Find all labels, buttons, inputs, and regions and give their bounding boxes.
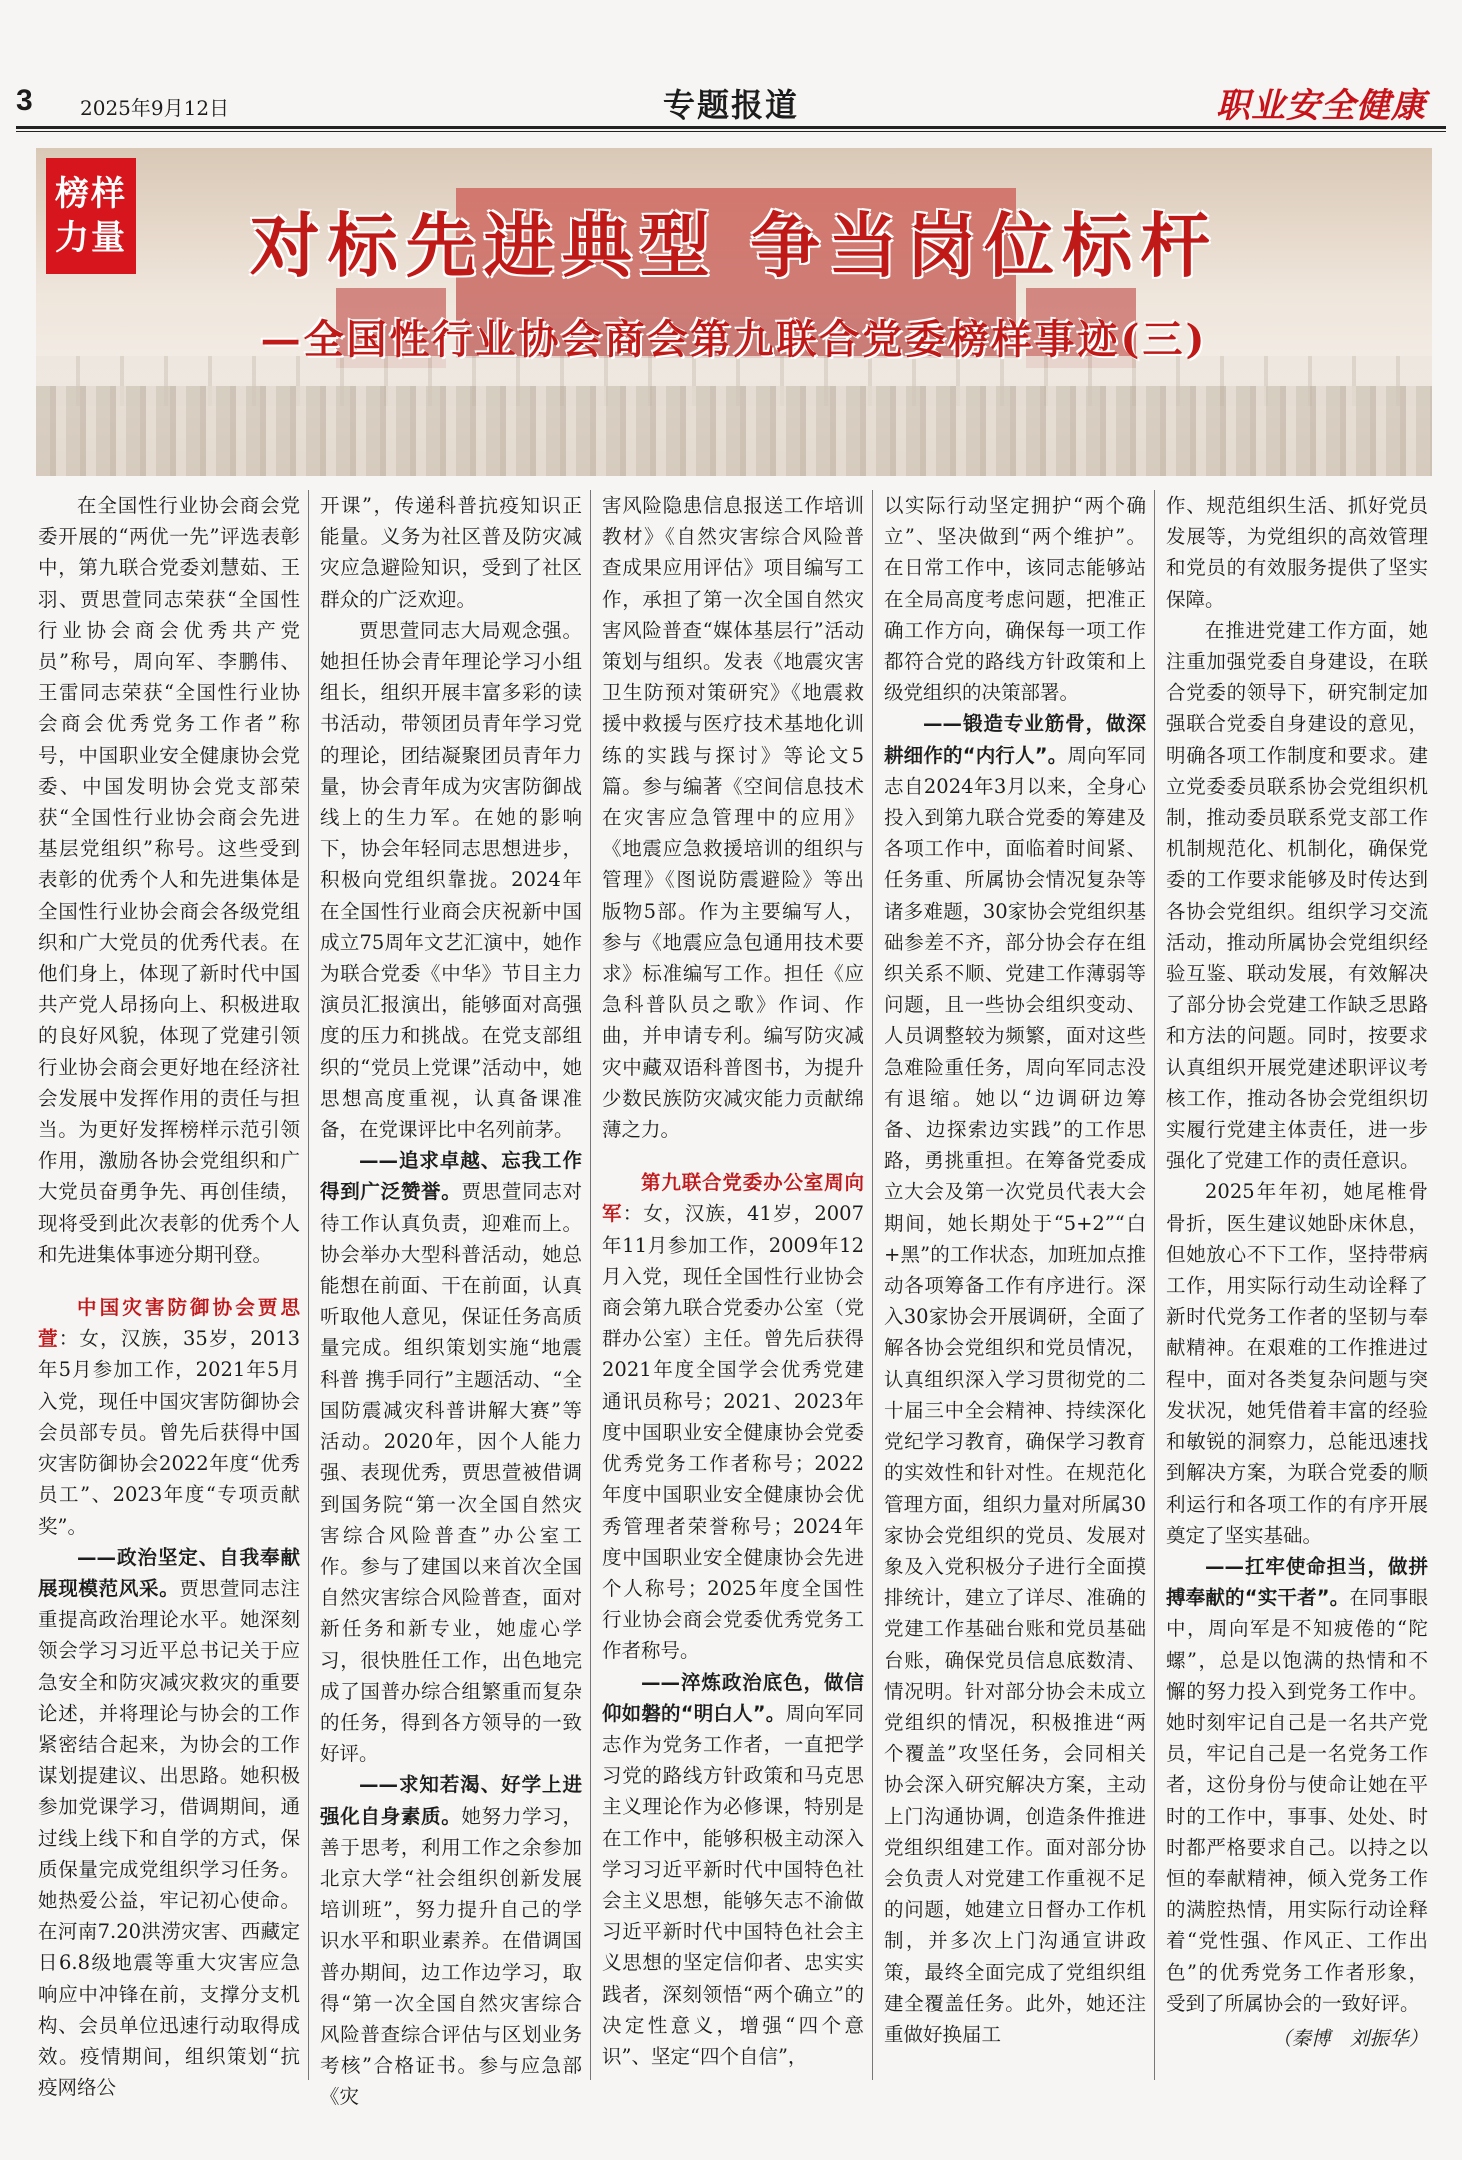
body-paragraph <box>1166 1551 1428 2019</box>
paragraph-text: 贾思萱同志注重提高政治理论水平。她深刻领会学习习近平总书记关于应急安全和防灾减灾救灾的重要论述，并将理论与协会的工作紧密结合起来，为协会的工作谋划提建议、出思路。她积极参加党课学习，借调期间，通过线上线下和自学的方式，保质保量完成党组织学习任务。她热爱公益，牢记初心使命。在河南7.20洪涝灾害、西藏定日6.8级地震等重大灾害应急响应中冲锋在前，支撑分支机构、会员单位迅速行动取得成效。疫情期间，组织策划“抗疫网络公 <box>38 1576 300 2100</box>
person-name: 中国灾害防御协会贾思萱 <box>38 1296 300 1351</box>
body-paragraph <box>38 1542 300 2104</box>
column-divider <box>590 490 591 2080</box>
person-name: 第九联合党委办公室周向军 <box>602 1171 864 1226</box>
body-paragraph: 2025年年初，她尾椎骨骨折，医生建议她卧床休息，但她放心不下工作，坚持带病工作，用实际行动生动诠释了新时代党务工作者的坚韧与奉献精神。在艰难的工作推进过程中，面对各类复杂问题与突发状况，她凭借着丰富的经验和敏锐的洞察力，总能迅速找到解决方案，为联合党委的顺利运行和各项工作的有序开展奠定了坚实基础。 <box>1166 1180 1428 1547</box>
feature-banner <box>36 148 1432 476</box>
author-signature: （秦博 刘振华） <box>1271 2026 1428 2050</box>
article-body <box>38 490 1430 2109</box>
body-paragraph <box>602 1667 864 2073</box>
paragraph-text: 她努力学习，善于思考，利用工作之余参加北京大学“社会组织创新发展培训班”，努力提升自己的学识水平和职业素养。在借调国普办期间，边工作边学习，取得“第一次全国自然灾害综合风险普查综合评估与区划业务考核”合格证书。参与应急部《灾 <box>320 1804 582 2109</box>
intro-paragraph: 在全国性行业协会商会党委开展的“两优一先”评选表彰中，第九联合党委刘慧茹、王羽、贾思萱同志荣获“全国性行业协会商会优秀共产党员”称号，周向军、李鹏伟、王雷同志荣获“全国性行业协会商会优秀党务工作者”称号，中国职业安全健康协会党委、中国发明协会党支部荣获“全国性行业协会商会先进基层党组织”称号。这些受到表彰的优秀个人和先进集体是全国性行业协会商会各级党组织和广大党员的优秀代表。在他们身上，体现了新时代中国共产党人昂扬向上、积极进取的良好风貌，体现了党建引领行业协会商会更好地在经济社会发展中发挥作用的责任与担当。为更好发挥榜样示范引领作用，激励各协会党组织和广大党员奋勇争先、再创佳绩，现将受到此次表彰的优秀个人和先进集体事迹分期刊登。 <box>38 494 300 1266</box>
profile-paragraph <box>38 1292 300 1542</box>
badge-line2: 力量 <box>55 218 127 258</box>
header-rule <box>16 126 1446 129</box>
section-heading: ——淬炼政治底色，做信仰如磐的“明白人”。 <box>602 1670 864 1725</box>
article-column-1 <box>38 490 300 2100</box>
section-heading: ——政治坚定、自我奉献展现模范风采。 <box>38 1545 300 1600</box>
continued-paragraph: 开课”，传递科普抗疫知识正能量。义务为社区普及防灾减灾应急避险知识，受到了社区群众的广泛欢迎。 <box>320 494 582 611</box>
body-paragraph <box>320 1145 582 1769</box>
badge-line1: 榜样 <box>55 174 127 214</box>
newspaper-logo: 职业安全健康 <box>1216 86 1426 126</box>
article-column-3 <box>602 490 864 2080</box>
article-column-4 <box>884 490 1146 2080</box>
column-divider <box>308 490 309 2080</box>
page-number: 3 <box>16 84 33 117</box>
article-column-5 <box>1166 490 1428 2080</box>
continued-paragraph: 作、规范组织生活、抓好党员发展等，为党组织的高效管理和党员的有效服务提供了坚实保障。 <box>1166 494 1428 611</box>
section-heading: ——求知若渴、好学上进强化自身素质。 <box>320 1773 582 1828</box>
paragraph-text: 周向军同志作为党务工作者，一直把学习党的路线方针政策和马克思主义理论作为必修课，特别是在工作中，能够积极主动深入学习习近平新时代中国特色社会主义思想，能够矢志不渝做习近平新时代中国特色社会主义思想的坚定信仰者、忠实实践者，深刻领悟“两个确立”的决定性意义，增强“四个意识”、坚定“四个自信”， <box>602 1701 864 2068</box>
article-column-2 <box>320 490 582 2109</box>
body-paragraph: 贾思萱同志大局观念强。她担任协会青年理论学习小组组长，组织开展丰富多彩的读书活动，带领团员青年学习党的理论，团结凝聚团员青年力量，协会青年成为灾害防御战线上的生力军。在她的影响下，协会年轻同志思想进步，积极向党组织靠拢。2024年在全国性行业商会庆祝新中国成立75周年文艺汇演中，她作为联合党委《中华》节目主力演员汇报演出，能够面对高强度的压力和挑战。在党支部组织的“党员上党课”活动中，她思想高度重视，认真备课准备，在党课评比中名列前茅。 <box>320 618 582 1142</box>
continued-paragraph: 以实际行动坚定拥护“两个确立”、坚决做到“两个维护”。在日常工作中，该同志能够站在全局高度考虑问题，把准正确工作方向，确保每一项工作都符合党的路线方针政策和上级党组织的决策部署。 <box>884 494 1146 705</box>
profile-paragraph <box>602 1167 864 1666</box>
column-divider <box>872 490 873 2080</box>
body-paragraph: 在推进党建工作方面，她注重加强党委自身建设，在联合党委的领导下，研究制定加强联合党委自身建设的意见，明确各项工作制度和要求。建立党委委员联系协会党组织机制，推动委员联系党支部工作机制规范化、机制化，确保党委的工作要求能够及时传达到各协会党组织。组织学习交流活动，推动所属协会党组织经验互鉴、联动发展，有效解决了部分协会党建工作缺乏思路和方法的问题。同时，按要求认真组织开展党建述职评议考核工作，推动各协会党组织切实履行党建主体责任，进一步强化了党建工作的责任意识。 <box>1166 618 1428 1173</box>
column-divider <box>1154 490 1155 2080</box>
banner-photo-audience <box>36 386 1432 476</box>
body-paragraph <box>884 708 1146 2050</box>
section-heading: ——扛牢使命担当，做拼搏奉献的“实干者”。 <box>1166 1554 1428 1610</box>
paragraph-text: 周向军同志自2024年3月以来，全身心投入到第九联合党委的筹建及各项工作中，面临着时间紧、任务重、所属协会情况复杂等诸多难题，30家协会党组织基础参差不齐，部分协会存在组织关系不顺、党建工作薄弱等问题，且一些协会组织变动、人员调整较为频繁，面对这些急难险重任务，周向军同志没有退缩。她以“边调研边筹备、边探索边实践”的工作思路，勇挑重担。在筹备党委成立大会及第一次党员代表大会期间，她长期处于“5+2”“白+黑”的工作状态，加班加点推动各项筹备工作有序进行。深入30家协会开展调研，全面了解各协会党组织和党员情况，认真组织深入学习贯彻党的二十届三中全会精神、持续深化党纪学习教育，确保学习教育的实效性和针对性。在规范化管理方面，组织力量对所属30家协会党组织的党员、发展对象及入党积极分子进行全面摸排统计，建立了详尽、准确的党建工作基础台账和党员基础台账，确保党员信息底数清、情况明。针对部分协会未成立党组织的情况，积极推进“两个覆盖”攻坚任务，会同相关协会深入研究解决方案，主动上门沟通协调，创造条件推进党组织组建工作。面对部分协会负责人对党建工作重视不足的问题，她建立日督办工作机制，并多次上门沟通宣讲政策，最终全面完成了党组织组建全覆盖任务。此外，她还注重做好换届工 <box>884 743 1146 2046</box>
feature-subtitle: —全国性行业协会商会第九联合党委榜样事迹(三) <box>260 316 1208 363</box>
person-info: ：女，汉族，35岁，2013年5月参加工作，2021年5月入党，现任中国灾害防御协会会员部专员。曾先后获得中国灾害防御协会2022年度“优秀员工”、2023年度“专项贡献奖”。 <box>38 1327 300 1538</box>
person-info: ：女，汉族，41岁，2007年11月参加工作，2009年12月入党，现任全国性行业协会商会第九联合党委办公室（党群办公室）主任。曾先后获得2021年度全国学会优秀党建通讯员称号；2021、2023年度中国职业安全健康协会党委优秀党务工作者称号；2022年度中国职业安全健康协会优秀管理者荣誉称号；2024年度中国职业安全健康协会先进个人称号；2025年度全国性行业协会商会党委优秀党务工作者称号。 <box>602 1202 864 1663</box>
paragraph-text: 在同事眼中，周向军是不知疲倦的“陀螺”，总是以饱满的热情和不懈的努力投入到党务工作中。她时刻牢记自己是一名共产党员，牢记自己是一名党务工作者，这份身份与使命让她在平时的工作中，事事、处处、时时都严格要求自己。以持之以恒的奉献精神，倾入党务工作的满腔热情，用实际行动诠释着“党性强、作风正、工作出色”的优秀党务工作者形象，受到了所属协会的一致好评。 <box>1166 1586 1428 2015</box>
newspaper-header <box>0 0 1462 128</box>
header-rule-thin <box>16 131 1446 132</box>
section-title: 专题报道 <box>662 86 799 124</box>
issue-date: 2025年9月12日 <box>80 96 230 120</box>
feature-title: 对标先进典型 争当岗位标杆 <box>249 204 1219 287</box>
section-heading: ——锻造专业筋骨，做深耕细作的“内行人”。 <box>884 712 1146 767</box>
paragraph-text: 贾思萱同志对待工作认真负责，迎难而上。协会举办大型科普活动，她总能想在前面、干在前面，认真听取他人意见，保证任务高质量完成。组织策划实施“地震科普 携手同行”主题活动、“全国防震减灾科普讲解大赛”等活动。2020年，因个人能力强、表现优秀，贾思萱被借调到国务院“第一次全国自然灾害综合风险普查”办公室工作。参与了建国以来首次全国自然灾害综合风险普查，面对新任务和新专业，她虚心学习，很快胜任工作，出色地完成了国普办综合组繁重而复杂的任务，得到各方领导的一致好评。 <box>320 1180 582 1766</box>
section-heading: ——追求卓越、忘我工作得到广泛赞誉。 <box>320 1149 582 1204</box>
continued-paragraph: 害风险隐患信息报送工作培训教材》《自然灾害综合风险普查成果应用评估》项目编写工作，承担了第一次全国自然灾害风险普查“媒体基层行”活动策划与组织。发表《地震灾害卫生防预对策研究》《地震救援中救援与医疗技术基地化训练的实践与探讨》等论文5篇。参与编著《空间信息技术在灾害应急管理中的应用》《地震应急救援培训的组织与管理》《图说防震避险》等出版物5部。作为主要编写人，参与《地震应急包通用技术要求》标准编写工作。担任《应急科普队员之歌》作词、作曲，并申请专利。编写防灾减灾中藏双语科普图书，为提升少数民族防灾减灾能力贡献绵薄之力。 <box>602 494 864 1142</box>
body-paragraph <box>320 1769 582 2112</box>
